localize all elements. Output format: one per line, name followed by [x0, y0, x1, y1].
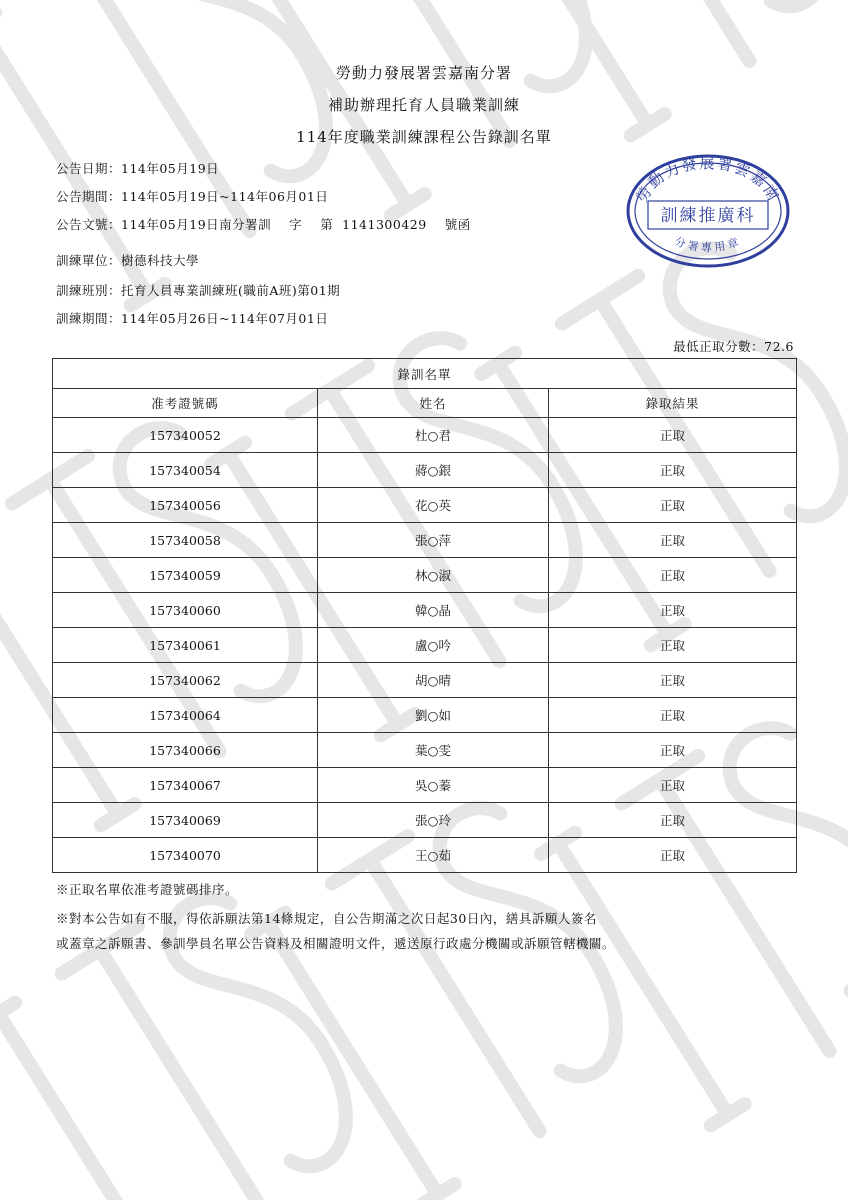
exam-id-cell: 157340061: [53, 628, 318, 663]
table-row: [53, 453, 797, 488]
header-name: 姓名: [318, 389, 549, 418]
minimum-score: 最低正取分數：72.6: [673, 339, 794, 354]
doc-no-number: 1141300429: [342, 217, 427, 232]
name-cell: 林○淑: [318, 558, 549, 593]
name-cell: 王○茹: [318, 838, 549, 873]
exam-id-cell: 157340070: [53, 838, 318, 873]
list-title: 114年度職業訓練課程公告錄訓名單: [296, 128, 552, 146]
header-exam-id: 准考證號碼: [53, 389, 318, 418]
table-row: [53, 698, 797, 733]
name-cell: 胡○晴: [318, 663, 549, 698]
program-title: 補助辦理托育人員職業訓練: [327, 96, 520, 114]
table-row: [53, 558, 797, 593]
stamp-bottom-text: [673, 234, 743, 254]
exam-id-cell: 157340067: [53, 768, 318, 803]
result-cell: 正取: [549, 768, 797, 803]
name-cell: 蔣○銀: [318, 453, 549, 488]
table-body: [53, 418, 797, 873]
result-cell: 正取: [549, 803, 797, 838]
doc-no-zi: 字: [289, 217, 303, 232]
table-row: [53, 628, 797, 663]
exam-id-cell: 157340069: [53, 803, 318, 838]
stamp-top-text: [633, 154, 784, 206]
header-result: 錄取結果: [549, 389, 797, 418]
training-class: 訓練班別：托育人員專業訓練班(職前A班)第01期: [56, 283, 341, 298]
table-row: [53, 768, 797, 803]
table-row: [53, 663, 797, 698]
agency-title: 勞動力發展署雲嘉南分署: [335, 64, 512, 82]
exam-id-cell: 157340062: [53, 663, 318, 698]
stamp-center-text: 訓練推廣科: [660, 206, 756, 226]
exam-id-cell: 157340056: [53, 488, 318, 523]
name-cell: 韓○晶: [318, 593, 549, 628]
appeal-note-line1: ※對本公告如有不服，得依訴願法第14條規定，自公告期滿之次日起30日內，繕具訴願人簽名: [56, 911, 597, 926]
training-period: 訓練期間：114年05月26日~114年07月01日: [56, 311, 329, 326]
exam-id-cell: 157340060: [53, 593, 318, 628]
exam-id-cell: 157340054: [53, 453, 318, 488]
name-cell: 吳○蓁: [318, 768, 549, 803]
exam-id-cell: 157340052: [53, 418, 318, 453]
table-row: [53, 593, 797, 628]
result-cell: 正取: [549, 838, 797, 873]
stamp-top-arc-text: 勞動力發展署雲嘉南: [632, 154, 784, 206]
result-cell: 正取: [549, 593, 797, 628]
name-cell: 劉○如: [318, 698, 549, 733]
announce-date: 公告日期：114年05月19日: [56, 161, 220, 176]
table-row: [53, 488, 797, 523]
exam-id-cell: 157340058: [53, 523, 318, 558]
doc-no-di: 第: [320, 217, 334, 232]
result-cell: 正取: [549, 523, 797, 558]
name-cell: 花○英: [318, 488, 549, 523]
result-cell: 正取: [549, 628, 797, 663]
result-cell: 正取: [549, 418, 797, 453]
result-cell: 正取: [549, 698, 797, 733]
announce-period: 公告期間：114年05月19日~114年06月01日: [56, 189, 329, 204]
result-cell: 正取: [549, 733, 797, 768]
name-cell: 張○玲: [318, 803, 549, 838]
name-cell: 張○萍: [318, 523, 549, 558]
result-cell: 正取: [549, 453, 797, 488]
admission-table: [52, 358, 797, 873]
doc-no-suffix: 號函: [444, 217, 471, 232]
name-cell: 杜○君: [318, 418, 549, 453]
table-caption: 錄訓名單: [53, 359, 797, 389]
table-row: [53, 733, 797, 768]
result-cell: 正取: [549, 558, 797, 593]
table-row: [53, 838, 797, 873]
official-seal-stamp: [622, 152, 792, 270]
table-header-row: [53, 389, 797, 418]
training-unit: 訓練單位：樹德科技大學: [56, 253, 200, 268]
name-cell: 葉○雯: [318, 733, 549, 768]
exam-id-cell: 157340059: [53, 558, 318, 593]
appeal-note-line2: 或蓋章之訴願書、參訓學員名單公告資料及相關證明文件，遞送原行政處分機關或訴願管轄機關。: [56, 936, 616, 951]
table-caption-row: [53, 359, 797, 389]
sort-note: ※正取名單依准考證號碼排序。: [56, 882, 239, 897]
document-number: [56, 215, 471, 233]
result-cell: 正取: [549, 663, 797, 698]
doc-no-prefix: 公告文號：114年05月19日南分署訓: [56, 217, 272, 232]
exam-id-cell: 157340066: [53, 733, 318, 768]
table-row: [53, 418, 797, 453]
exam-id-cell: 157340064: [53, 698, 318, 733]
stamp-bottom-arc-text: 分署專用章: [672, 234, 744, 255]
name-cell: 盧○吟: [318, 628, 549, 663]
result-cell: 正取: [549, 488, 797, 523]
table-row: [53, 523, 797, 558]
table-row: [53, 803, 797, 838]
